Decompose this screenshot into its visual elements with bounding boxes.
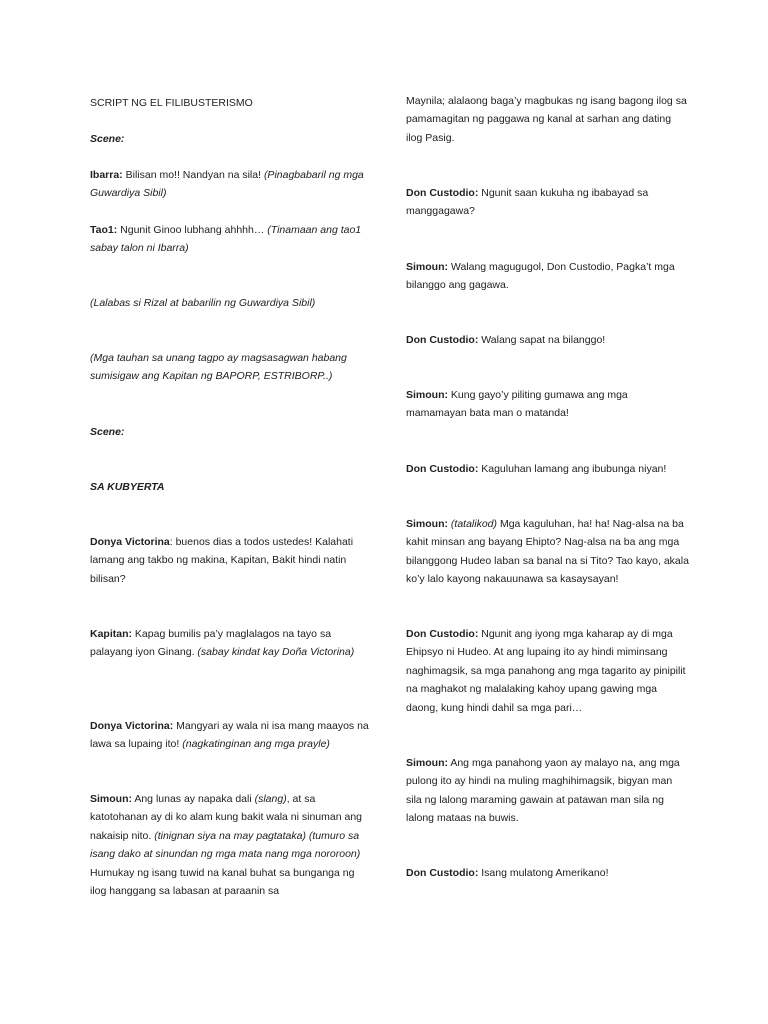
dialogue-text: Ang mga panahong yaon ay malayo na, ang mga pulong ito ay hindi na muling maghihimagsik, bigyan man sila ng lalong maraming gawain at patawan man sila ng lalong mataas na buwis.: [406, 757, 680, 825]
stage-direction-rizal: (Lalabas si Rizal at babarilin ng Guwardiya Sibil): [90, 297, 316, 309]
speaker-name: Kapitan:: [90, 628, 132, 640]
dialogue-victorina-2: [90, 717, 370, 754]
dialogue-text: Mangyari ay wala ni isa mang maayos na lawa sa lupaing ito!: [90, 720, 369, 751]
dialogue-simoun-2: [406, 258, 690, 295]
stage-direction: (tatalikod): [448, 518, 498, 530]
stage-direction: (Tinamaan ang tao1 sabay talon ni Ibarra): [90, 224, 362, 255]
speaker-name: Simoun:: [406, 757, 448, 769]
dialogue-simoun-5: [406, 754, 690, 828]
speaker-name: Don Custodio:: [406, 628, 479, 640]
dialogue-text: : buenos dias a todos ustedes! Kalahati lamang ang takbo ng makina, Kapitan, Bakit hindi natin bilisan?: [90, 536, 354, 585]
dialogue-text: Kung gayo’y piliting gumawa ang mga mamamayan bata man o matanda!: [406, 389, 628, 420]
dialogue-text: Walang magugugol, Don Custodio, Pagka’t mga bilanggo ang gagawa.: [406, 261, 675, 292]
stage-direction: (sabay kindat kay Doña Victorina): [197, 646, 355, 659]
dialogue-ibarra: [90, 166, 370, 203]
dialogue-custodio-2: [406, 331, 605, 349]
dialogue-victorina-1: [90, 533, 370, 588]
stage-direction-tauhan: (Mga tauhan sa unang tagpo ay magsasagwan habang sumisigaw ang Kapitan ng BAPORP, ESTRIBORP..): [90, 352, 347, 383]
dialogue-text: Humukay ng isang tuwid na kanal buhat sa bunganga ng ilog hanggang sa labasan at paraanin sa: [90, 866, 355, 898]
dialogue-text: Bilisan mo!! Nandyan na sila!: [122, 169, 264, 181]
dialogue-custodio-1: [406, 184, 690, 221]
stage-direction: (Pinagbabaril ng mga Guwardiya Sibil): [90, 169, 364, 200]
stage-direction: (nagkatinginan ang mga prayle): [182, 738, 330, 751]
dialogue-text: Walang sapat na bilanggo!: [478, 334, 606, 346]
dialogue-custodio-4: [406, 625, 690, 717]
dialogue-text: Kapag bumilis pa’y maglalagos na tayo sa palayang iyon Ginang.: [90, 628, 332, 659]
dialogue-simoun-4: [406, 515, 690, 589]
speaker-name: Simoun:: [90, 793, 132, 805]
location-heading: SA KUBYERTA: [90, 481, 165, 493]
dialogue-tao1: [90, 221, 370, 258]
speaker-name: Simoun:: [406, 389, 448, 401]
speaker-name: Don Custodio:: [406, 867, 479, 879]
scene-heading: Scene:: [90, 133, 125, 145]
dialogue-text: Mga kaguluhan, ha! ha! Nag-alsa na ba kahit minsan ang bayang Ehipto? Nag-alsa na ba ang mga bilanggong Hudeo laban sa banal na si Tito? Tao kayo, akala ko’y lalo kayong nakauunawa sa kasaysayan!: [406, 518, 689, 586]
dialogue-continuation: Maynila; alalaong baga’y magbukas ng isang bagong ilog sa pamamagitan ng paggawa ng kanal at sarhan ang dating ilog Pasig.: [406, 95, 687, 144]
dialogue-text: Ngunit Ginoo lubhang ahhhh…: [117, 224, 268, 236]
dialogue-kapitan: [90, 625, 370, 662]
scene-heading: Scene:: [90, 426, 125, 438]
dialogue-custodio-3: [406, 460, 666, 478]
dialogue-text: Ngunit ang iyong mga kaharap ay di mga Ehipsyo ni Hudeo. At ang lupaing ito ay hindi miminsang naghimagsik, sa mga panahong ang mga tagarito ay pinipilit na maghakot ng malalaking kahoy upang gawing mga daong, kung hindi dahil sa mga pari…: [406, 628, 686, 714]
dialogue-text: Ngunit saan kukuha ng ibabayad sa manggagawa?: [406, 187, 649, 218]
dialogue-text: Ang lunas ay napaka dali: [132, 793, 255, 805]
speaker-name: Donya Victorina:: [90, 720, 174, 732]
dialogue-text: Isang mulatong Amerikano!: [478, 867, 609, 879]
dialogue-text: Kaguluhan lamang ang ibubunga niyan!: [478, 463, 667, 475]
speaker-name: Don Custodio:: [406, 187, 479, 199]
dialogue-simoun-3: [406, 386, 690, 423]
speaker-name: Don Custodio:: [406, 463, 479, 475]
dialogue-text: , at sa katotohanan ay di ko alam kung bakit wala ni sinuman ang nakaisip nito.: [90, 793, 363, 842]
speaker-name: Donya Victorina: [90, 536, 170, 548]
dialogue-custodio-5: [406, 864, 609, 882]
speaker-name: Ibarra:: [90, 169, 123, 181]
stage-direction: (tinignan siya na may pagtataka) (tumuro sa isang dako at sinundan ng mga mata nang mga nororoon): [90, 829, 361, 861]
script-title: SCRIPT NG EL FILIBUSTERISMO: [90, 97, 253, 109]
speaker-name: Simoun:: [406, 261, 448, 273]
speaker-name: Tao1:: [90, 224, 118, 236]
stage-direction: (slang): [254, 793, 287, 805]
dialogue-simoun-1: [90, 790, 370, 900]
speaker-name: Simoun:: [406, 518, 448, 530]
speaker-name: Don Custodio:: [406, 334, 479, 346]
